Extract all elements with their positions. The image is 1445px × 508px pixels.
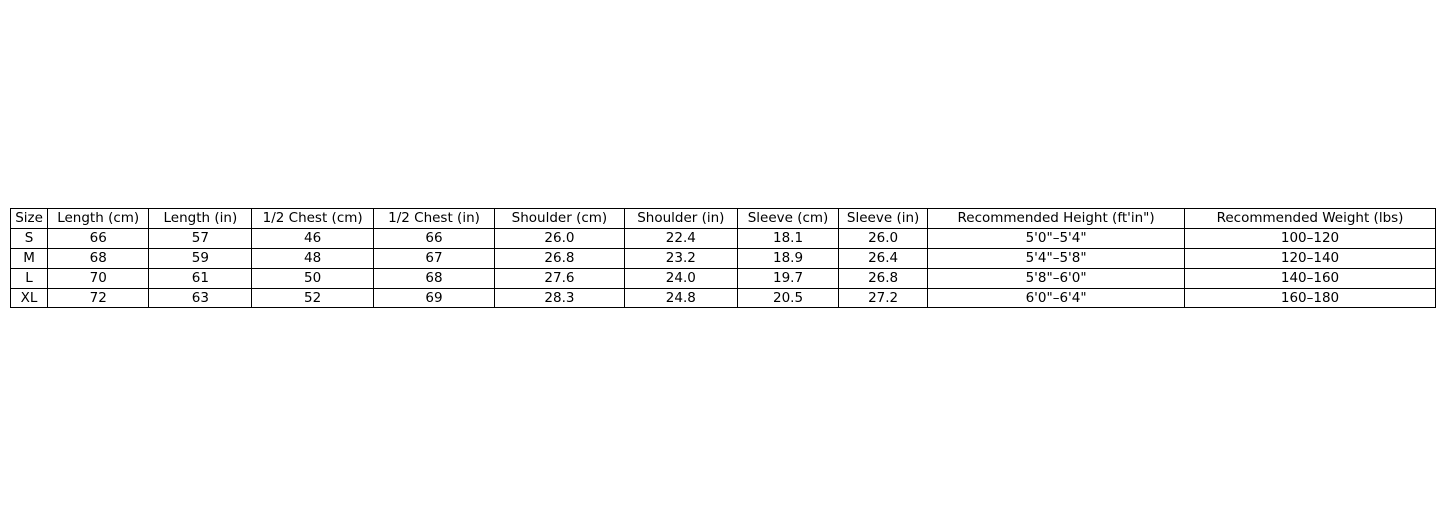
column-header-half-chest-cm: 1/2 Chest (cm) (252, 209, 373, 229)
table-row (11, 268, 1436, 288)
cell-shoulder-cm: 28.3 (495, 288, 624, 308)
cell-recommended-height: 5'4"–5'8" (928, 248, 1185, 268)
cell-shoulder-cm: 26.8 (495, 248, 624, 268)
table-header (11, 209, 1436, 229)
cell-sleeve-cm: 18.1 (737, 228, 838, 248)
cell-recommended-weight: 120–140 (1185, 248, 1436, 268)
cell-size: XL (11, 288, 48, 308)
column-header-half-chest-in: 1/2 Chest (in) (373, 209, 494, 229)
cell-half-chest-cm: 50 (252, 268, 373, 288)
cell-half-chest-cm: 48 (252, 248, 373, 268)
column-header-size: Size (11, 209, 48, 229)
column-header-sleeve-in: Sleeve (in) (839, 209, 928, 229)
table-header-row (11, 209, 1436, 229)
cell-sleeve-in: 26.4 (839, 248, 928, 268)
cell-length-in: 59 (149, 248, 252, 268)
column-header-recommended-height: Recommended Height (ft'in") (928, 209, 1185, 229)
cell-half-chest-in: 67 (373, 248, 494, 268)
cell-sleeve-cm: 19.7 (737, 268, 838, 288)
column-header-shoulder-cm: Shoulder (cm) (495, 209, 624, 229)
cell-length-in: 57 (149, 228, 252, 248)
cell-half-chest-cm: 46 (252, 228, 373, 248)
cell-recommended-weight: 160–180 (1185, 288, 1436, 308)
cell-half-chest-in: 68 (373, 268, 494, 288)
cell-shoulder-cm: 26.0 (495, 228, 624, 248)
cell-shoulder-in: 23.2 (624, 248, 737, 268)
cell-length-in: 63 (149, 288, 252, 308)
column-header-length-cm: Length (cm) (48, 209, 149, 229)
cell-size: L (11, 268, 48, 288)
cell-size: M (11, 248, 48, 268)
table-row (11, 248, 1436, 268)
cell-shoulder-cm: 27.6 (495, 268, 624, 288)
cell-recommended-height: 5'0"–5'4" (928, 228, 1185, 248)
cell-length-cm: 66 (48, 228, 149, 248)
column-header-sleeve-cm: Sleeve (cm) (737, 209, 838, 229)
cell-sleeve-cm: 20.5 (737, 288, 838, 308)
table-row (11, 228, 1436, 248)
column-header-recommended-weight: Recommended Weight (lbs) (1185, 209, 1436, 229)
cell-length-in: 61 (149, 268, 252, 288)
cell-size: S (11, 228, 48, 248)
cell-length-cm: 72 (48, 288, 149, 308)
table-row (11, 288, 1436, 308)
cell-length-cm: 68 (48, 248, 149, 268)
cell-half-chest-in: 66 (373, 228, 494, 248)
cell-shoulder-in: 24.0 (624, 268, 737, 288)
size-chart-table (10, 208, 1436, 308)
cell-recommended-weight: 100–120 (1185, 228, 1436, 248)
cell-half-chest-cm: 52 (252, 288, 373, 308)
cell-recommended-weight: 140–160 (1185, 268, 1436, 288)
cell-sleeve-cm: 18.9 (737, 248, 838, 268)
cell-recommended-height: 6'0"–6'4" (928, 288, 1185, 308)
cell-sleeve-in: 27.2 (839, 288, 928, 308)
column-header-shoulder-in: Shoulder (in) (624, 209, 737, 229)
cell-shoulder-in: 22.4 (624, 228, 737, 248)
table-body (11, 228, 1436, 308)
cell-sleeve-in: 26.0 (839, 228, 928, 248)
column-header-length-in: Length (in) (149, 209, 252, 229)
cell-recommended-height: 5'8"–6'0" (928, 268, 1185, 288)
cell-sleeve-in: 26.8 (839, 268, 928, 288)
size-chart-container (10, 208, 1436, 308)
cell-shoulder-in: 24.8 (624, 288, 737, 308)
cell-length-cm: 70 (48, 268, 149, 288)
cell-half-chest-in: 69 (373, 288, 494, 308)
